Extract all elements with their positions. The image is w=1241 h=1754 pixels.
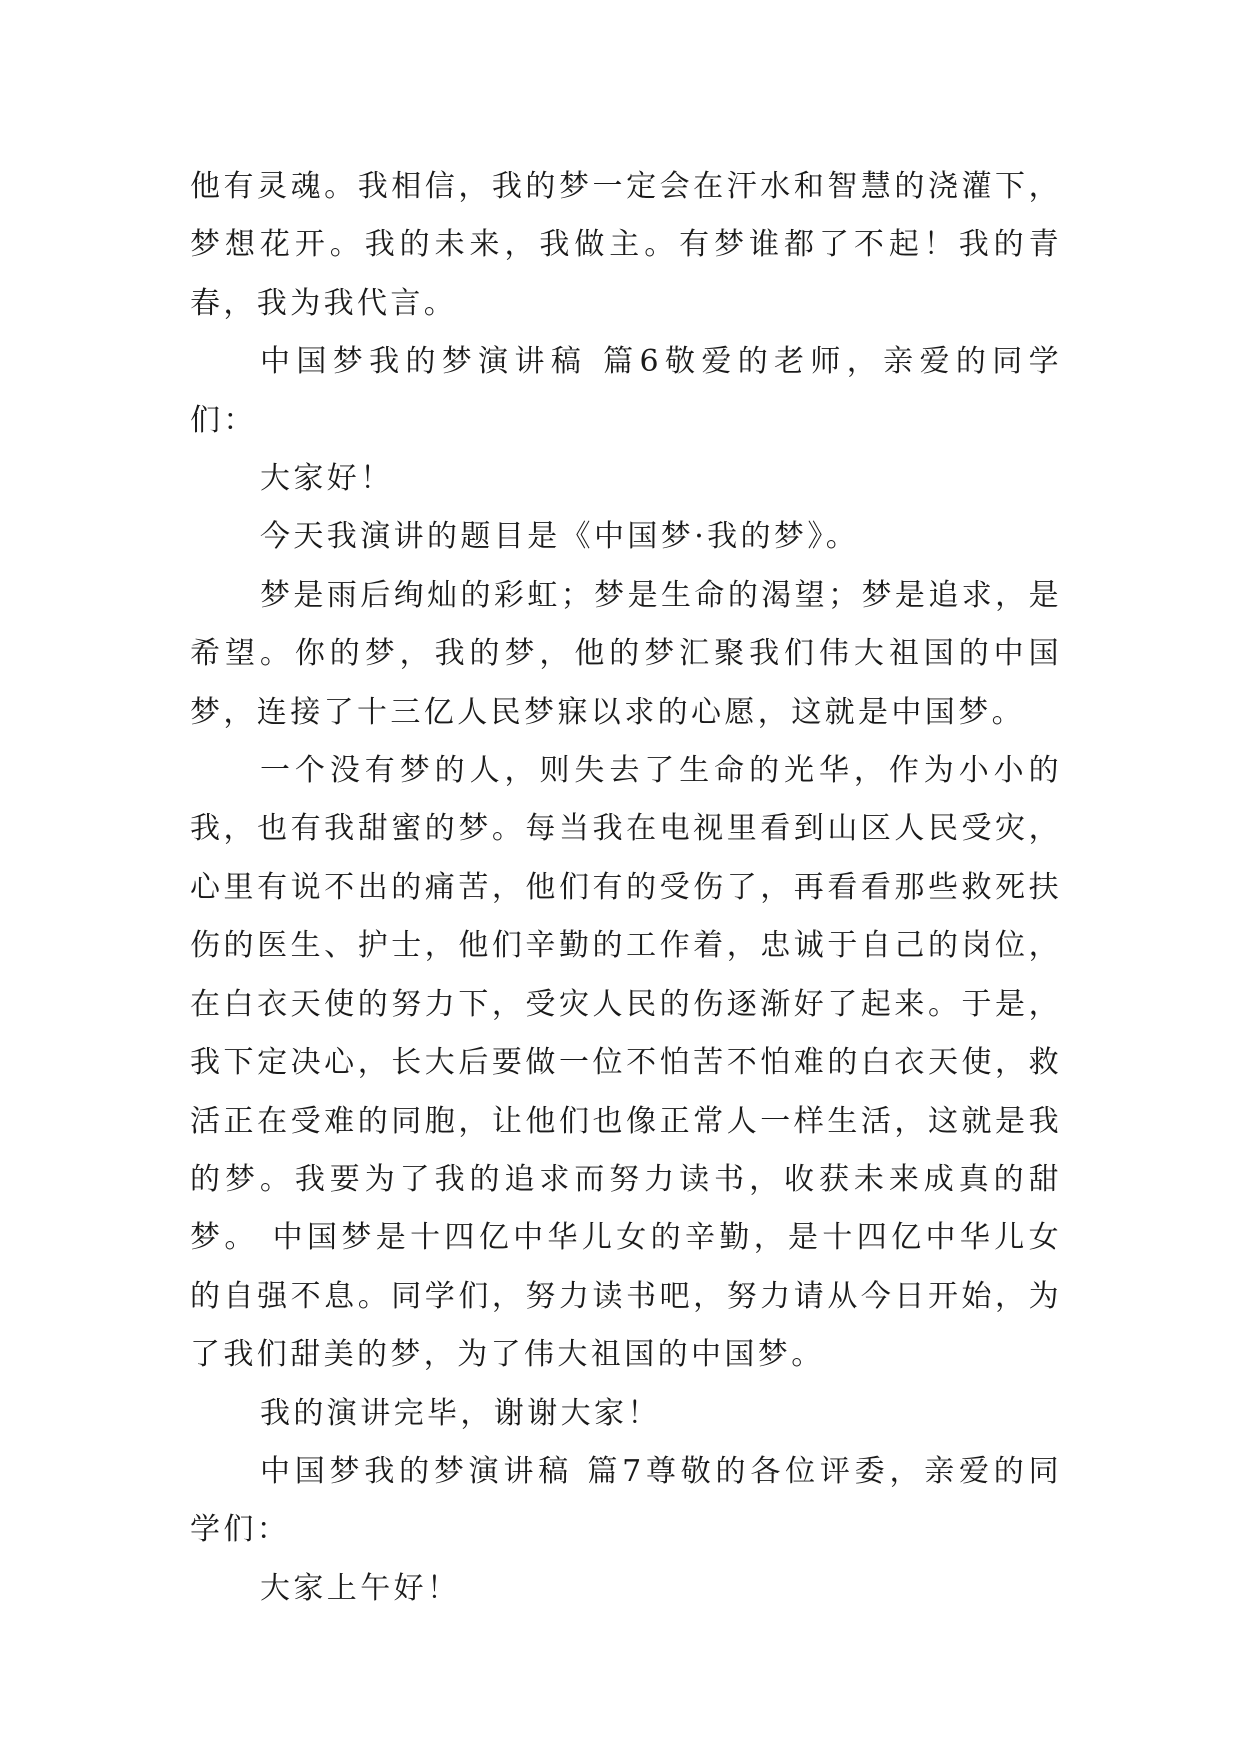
paragraph-dream-definition: 梦是雨后绚灿的彩虹；梦是生命的渴望；梦是追求，是希望。你的梦，我的梦，他的梦汇聚我们伟大祖国的中国梦，连接了十三亿人民梦寐以求的心愿，这就是中国梦。 [190, 577, 1062, 730]
paragraph-closing: 我的演讲完毕，谢谢大家！ [260, 1395, 661, 1431]
paragraph-topic: 今天我演讲的题目是《中国梦·我的梦》。 [260, 519, 860, 555]
paragraph-my-dream: 一个没有梦的人，则失去了生命的光华，作为小小的我，也有我甜蜜的梦。每当我在电视里看到山区人民受灾，心里有说不出的痛苦，他们有的受伤了，再看看那些救死扶伤的医生、护士，他们辛勤的工作着，忠诚于自己的岗位，在白衣天使的努力下，受灾人民的伤逐渐好了起来。于是，我下定决心，长大后要做一位不怕苦不怕难的白衣天使，救活正在受难的同胞，让他们也像正常人一样生活，这就是我的梦。我要为了我的追求而努力读书，收获未来成真的甜梦。 中国梦是十四亿中华儿女的辛勤，是十四亿中华儿女的自强不息。同学们，努力读书吧，努力请从今日开始，为了我们甜美的梦，为了伟大祖国的中国梦。 [190, 753, 1062, 1373]
paragraph-heading-6: 中国梦我的梦演讲稿 篇6敬爱的老师，亲爱的同学们： [190, 344, 1062, 438]
paragraph-heading-7: 中国梦我的梦演讲稿 篇7尊敬的各位评委，亲爱的同学们： [190, 1453, 1062, 1548]
paragraph-1: 他有灵魂。我相信，我的梦一定会在汗水和智慧的浇灌下，梦想花开。我的未来，我做主。有梦谁都了不起！我的青春，我为我代言。 [190, 169, 1062, 321]
paragraph-morning-greeting: 大家上午好！ [260, 1570, 461, 1606]
document-body [190, 158, 1062, 1618]
paragraph-greeting: 大家好！ [260, 461, 394, 497]
